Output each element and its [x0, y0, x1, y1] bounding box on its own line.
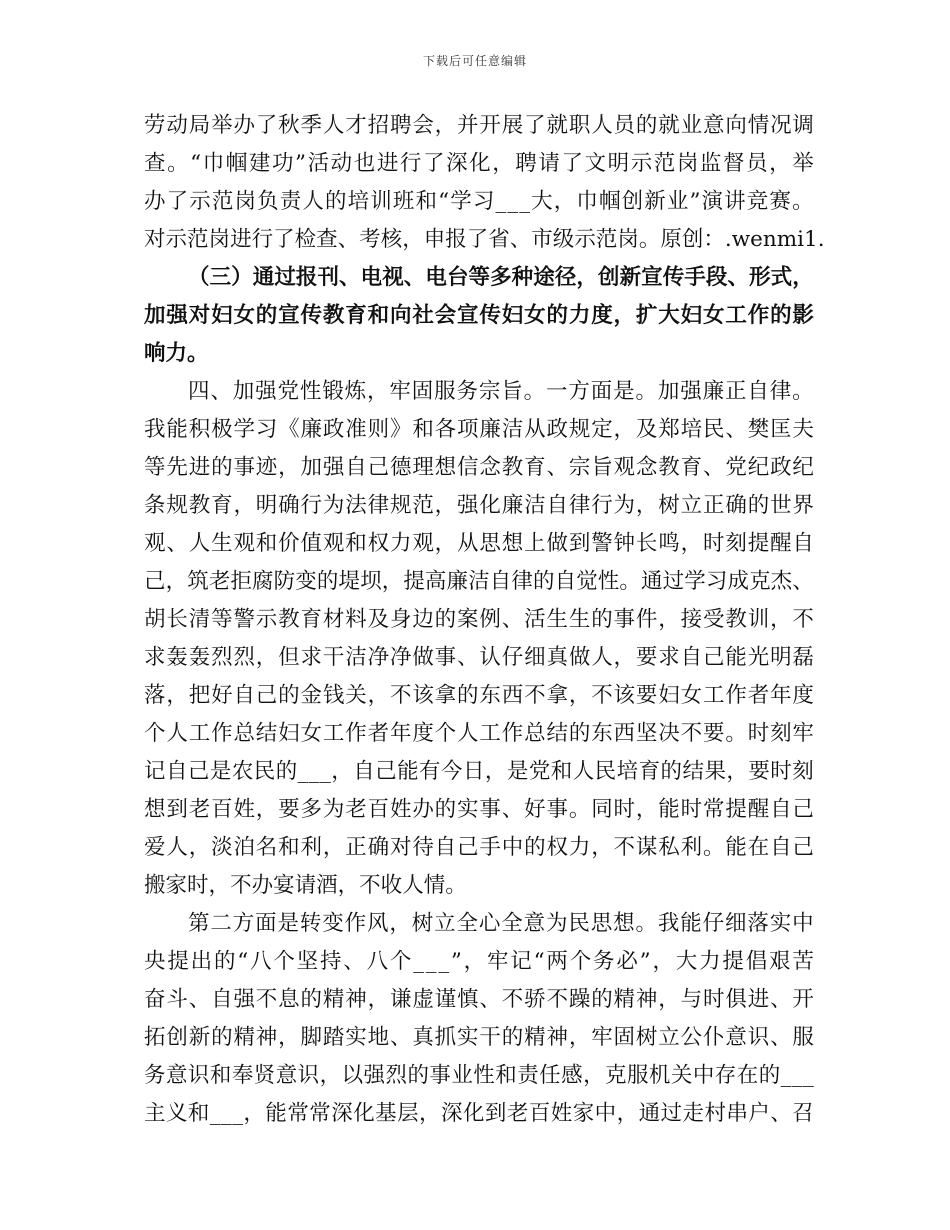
page-header: 下载后可任意编辑	[422, 54, 527, 68]
text-line: 求 轰 轰 烈 烈 ， 但 求 干 洁 净 净 做 事 、 认 仔 细 真 做 人 ， 要 求 自 己 能 光 明 磊	[144, 645, 814, 670]
text-line: 务 意 识 和 奉 贤 意 识 ， 以 强 烈 的 事 业 性 和 责 任 感 ， 克 服 机 关 中 存 在 的 _ _ _	[144, 1063, 814, 1088]
text-line: 查 。 “ 巾 帼 建 功 ” 活 动 也 进 行 了 深 化 ， 聘 请 了 文 明 示 范 岗 监 督 员 ， 举	[144, 151, 814, 176]
text-line: 条 规 教 育 ， 明 确 行 为 法 律 规 范 ， 强 化 廉 洁 自 律 行 为 ， 树 立 正 确 的 世 界	[144, 493, 814, 518]
text-line: 响 力 。	[144, 341, 209, 366]
text-line: 对 示 范 岗 进 行 了 检 查 、 考 核 ， 申 报 了 省 、 市 级 示 范 岗 。 原 创 ： . w e n m i 1 .	[144, 227, 825, 252]
text-line: 己 ， 筑 老 拒 腐 防 变 的 堤 坝 ， 提 高 廉 洁 自 律 的 自 觉 性 。 通 过 学 习 成 克 杰 、	[144, 569, 814, 594]
text-line: 记 自 己 是 农 民 的 _ _ _ ， 自 己 能 有 今 日 ， 是 党 和 人 民 培 育 的 结 果 ， 要 时 刻	[144, 759, 814, 784]
text-line: （ 三 ） 通 过 报 刊 、 电 视 、 电 台 等 多 种 途 径 ， 创 新 宣 传 手 段 、 形 式 ，	[188, 265, 814, 290]
text-line: 拓 创 新 的 精 神 ， 脚 踏 实 地 、 真 抓 实 干 的 精 神 ， 牢 固 树 立 公 仆 意 识 、 服	[144, 1025, 814, 1050]
text-line: 办 了 示 范 岗 负 责 人 的 培 训 班 和 “ 学 习 _ _ _ 大 ， 巾 帼 创 新 业 ” 演 讲 竞 赛 。	[144, 189, 814, 214]
text-line: 爱 人 ， 淡 泊 名 和 利 ， 正 确 对 待 自 己 手 中 的 权 力 ， 不 谋 私 利 。 能 在 自 己	[144, 835, 814, 860]
text-line: 等 先 进 的 事 迹 ， 加 强 自 己 德 理 想 信 念 教 育 、 宗 旨 观 念 教 育 、 党 纪 政 纪	[144, 455, 814, 480]
text-line: 搬 家 时 ， 不 办 宴 请 酒 ， 不 收 人 情 。	[144, 873, 467, 898]
text-line: 加 强 对 妇 女 的 宣 传 教 育 和 向 社 会 宣 传 妇 女 的 力 度 ， 扩 大 妇 女 工 作 的 影	[144, 303, 814, 328]
text-line: 个 人 工 作 总 结 妇 女 工 作 者 年 度 个 人 工 作 总 结 的 东 西 坚 决 不 要 。 时 刻 牢	[144, 721, 814, 746]
text-line: 四 、 加 强 党 性 锻 炼 ， 牢 固 服 务 宗 旨 。 一 方 面 是 。 加 强 廉 正 自 律 。	[188, 379, 814, 404]
text-line: 胡 长 清 等 警 示 教 育 材 料 及 身 边 的 案 例 、 活 生 生 的 事 件 ， 接 受 教 训 ， 不	[144, 607, 814, 632]
text-line: 观 、 人 生 观 和 价 值 观 和 权 力 观 ， 从 思 想 上 做 到 警 钟 长 鸣 ， 时 刻 提 醒 自	[144, 531, 814, 556]
text-line: 第 二 方 面 是 转 变 作 风 ， 树 立 全 心 全 意 为 民 思 想 。 我 能 仔 细 落 实 中	[188, 911, 814, 936]
text-line: 主 义 和 _ _ _ ， 能 常 常 深 化 基 层 ， 深 化 到 老 百 姓 家 中 ， 通 过 走 村 串 户 、 召	[144, 1101, 814, 1126]
text-line: 想 到 老 百 姓 ， 要 多 为 老 百 姓 办 的 实 事 、 好 事 。 同 时 ， 能 时 常 提 醒 自 己	[144, 797, 814, 822]
text-line: 劳 动 局 举 办 了 秋 季 人 才 招 聘 会 ， 并 开 展 了 就 职 人 员 的 就 业 意 向 情 况 调	[144, 113, 814, 138]
text-line: 我 能 积 极 学 习 《 廉 政 准 则 》 和 各 项 廉 洁 从 政 规 定 ， 及 郑 培 民 、 樊 匡 夫	[144, 417, 814, 442]
text-line: 奋 斗 、 自 强 不 息 的 精 神 ， 谦 虚 谨 慎 、 不 骄 不 躁 的 精 神 ， 与 时 俱 进 、 开	[144, 987, 814, 1012]
text-line: 落 ， 把 好 自 己 的 金 钱 关 ， 不 该 拿 的 东 西 不 拿 ， 不 该 要 妇 女 工 作 者 年 度	[144, 683, 814, 708]
text-line: 央 提 出 的 “ 八 个 坚 持 、 八 个 _ _ _ ” ， 牢 记 “ 两 个 务 必 ” ， 大 力 提 倡 艰 苦	[144, 949, 814, 974]
document-body	[144, 107, 825, 1133]
